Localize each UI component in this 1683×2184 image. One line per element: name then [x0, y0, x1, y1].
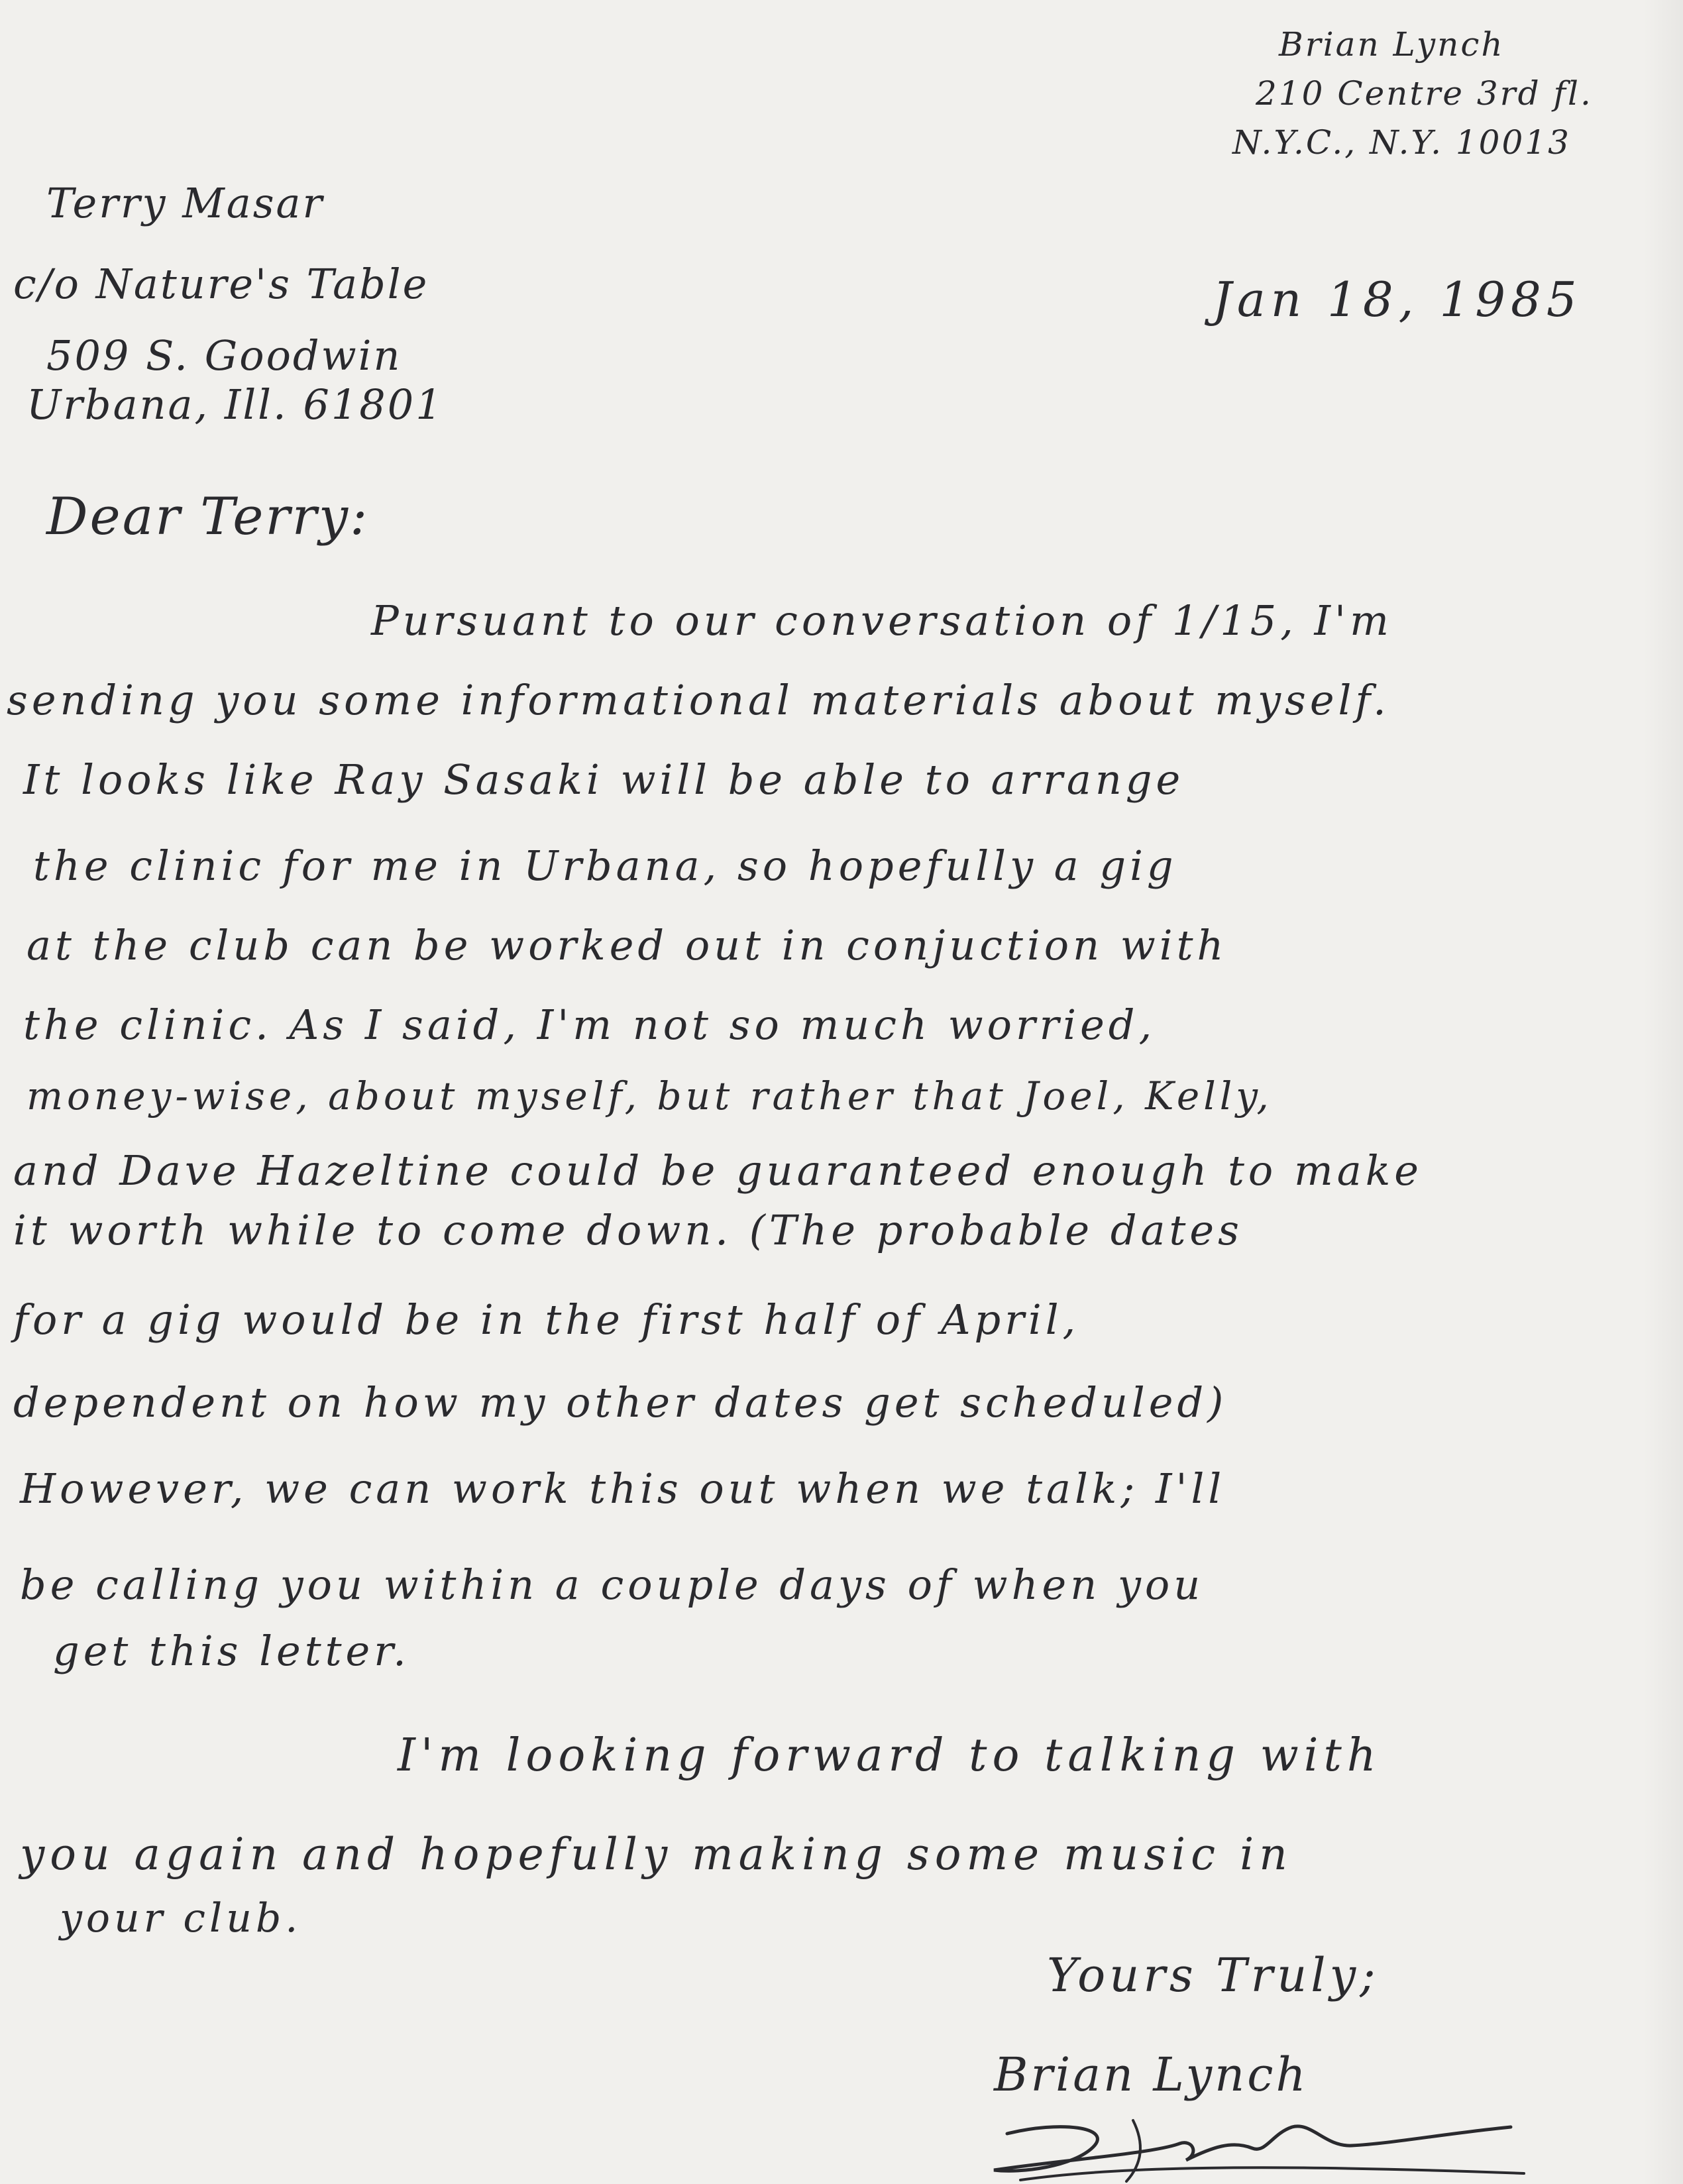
sender-city: N.Y.C., N.Y. 10013 — [1232, 123, 1571, 162]
handwritten-signature — [981, 2107, 1537, 2184]
body-line: Pursuant to our conversation of 1/15, I'm — [371, 596, 1393, 645]
sender-name: Brian Lynch — [1279, 25, 1505, 64]
body-line: the clinic for me in Urbana, so hopefully a gig — [33, 842, 1177, 890]
recipient-care-of: c/o Nature's Table — [13, 260, 429, 308]
recipient-name: Terry Masar — [46, 179, 325, 227]
body-line: sending you some informational materials about myself. — [7, 676, 1390, 724]
letter-date: Jan 18, 1985 — [1213, 272, 1582, 327]
body-line: money-wise, about myself, but rather that Joel, Kelly, — [27, 1073, 1273, 1119]
closing-line: you again and hopefully making some music in — [20, 1829, 1293, 1880]
body-line: It looks like Ray Sasaki will be able to arrange — [23, 755, 1185, 804]
signoff: Yours Truly; — [1047, 1948, 1380, 2002]
body-line: get this letter. — [53, 1627, 410, 1675]
paper-edge-shadow — [1643, 0, 1683, 2184]
body-line: for a gig would be in the first half of April, — [13, 1295, 1080, 1344]
body-line: dependent on how my other dates get scheduled) — [13, 1378, 1228, 1427]
salutation: Dear Terry: — [46, 487, 370, 547]
body-line: the clinic. As I said, I'm not so much worried, — [23, 1001, 1156, 1049]
body-line: it worth while to come down. (The probable dates — [13, 1206, 1243, 1254]
closing-line: your club. — [60, 1895, 302, 1941]
body-line: However, we can work this out when we talk; I'll — [20, 1464, 1226, 1513]
body-line: at the club can be worked out in conjuction with — [27, 921, 1228, 969]
signature-name: Brian Lynch — [994, 2048, 1309, 2102]
closing-line: I'm looking forward to talking with — [398, 1729, 1382, 1782]
recipient-city: Urbana, Ill. 61801 — [27, 380, 444, 429]
body-line: be calling you within a couple days of when you — [20, 1560, 1205, 1609]
recipient-street: 509 S. Goodwin — [46, 331, 402, 380]
body-line: and Dave Hazeltine could be guaranteed enough to make — [13, 1146, 1423, 1195]
sender-street: 210 Centre 3rd fl. — [1256, 74, 1593, 113]
